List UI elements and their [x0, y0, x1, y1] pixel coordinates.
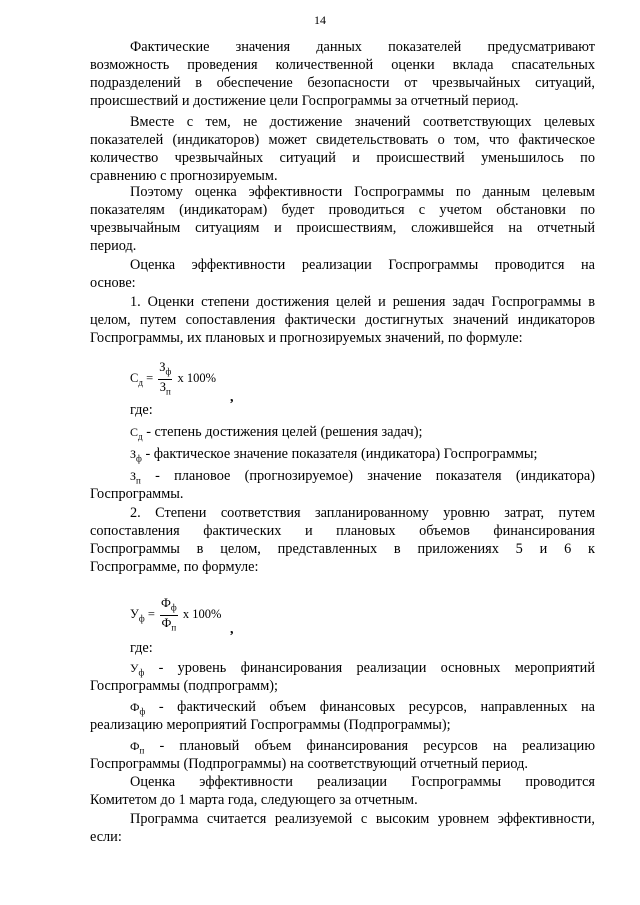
text-line: где: [130, 640, 153, 656]
text-line: Фактические значения данных показателей предусматривают [130, 39, 595, 55]
formula-fraction: $\frac{З_ф}{З_п}$ [159, 360, 172, 396]
text-line: Госпрограммы (Подпрограммы) на соответствующий отчетный период. [90, 756, 529, 772]
text-line: Оценка эффективности реализации Госпрограммы проводится [130, 774, 595, 790]
formula-comma: , [230, 390, 234, 405]
text-line: основе: [90, 275, 136, 291]
text-line: Госпрограмме, по формуле: [90, 559, 259, 575]
formula-lhs: $У_ф$ [130, 606, 145, 624]
symbol: $З_ф$ [130, 447, 142, 464]
symbol: $Ф_ф$ [130, 700, 146, 717]
text-line: возможность проведения количественной оценки вклада спасательных [90, 57, 595, 73]
formula-fraction: $\frac{Ф_ф}{Ф_п}$ [161, 596, 177, 632]
text-line: количество чрезвычайных ситуаций и происшествий уменьшилось по [90, 150, 595, 166]
definition-line: $С_д$ - степень достижения целей (решения задач); [130, 424, 423, 442]
text-line: показателям (индикаторам) будет проводиться с учетом обстановки по [90, 202, 595, 218]
text-line: Госпрограммы. [90, 486, 184, 502]
text-line: Вместе с тем, не достижение значений соответствующих целевых [130, 114, 595, 130]
text-line: сопоставления фактических и плановых объемов финансирования [90, 523, 595, 539]
text-line: Программа считается реализуемой с высоким уровнем эффективности, [130, 811, 595, 827]
text-line: происшествий и достижение цели Госпрограммы за отчетный период. [90, 93, 519, 109]
text-line: период. [90, 238, 137, 254]
formula-tail: х 100% [182, 606, 222, 621]
text-line: реализацию мероприятий Госпрограммы (Подпрограммы); [90, 717, 451, 733]
symbol: $З_п$ [130, 469, 141, 486]
text-line: целом, путем сопоставления фактически достигнутых значений индикаторов [90, 312, 595, 328]
formula-equals: = [146, 370, 154, 385]
symbol: $С_д$ [130, 425, 143, 442]
text-line: 2. Степени соответствия запланированному уровню затрат, путем [130, 505, 595, 521]
formula-financing [130, 596, 221, 634]
symbol: $Ф_п$ [130, 739, 145, 756]
text-line: Оценка эффективности реализации Госпрограммы проводится на [130, 257, 595, 273]
text-line: 1. Оценки степени достижения целей и решения задач Госпрограммы в [130, 294, 595, 310]
definition-line: $Ф_п$ - плановый объем финансирования ресурсов на реализацию [130, 738, 595, 756]
text-line: Комитетом до 1 марта года, следующего за отчетным. [90, 792, 418, 808]
definition-line: $У_ф$ - уровень финансирования реализации основных мероприятий [130, 660, 595, 678]
formula-equals: = [147, 606, 155, 621]
page-number: 14 [314, 13, 326, 27]
text-line: где: [130, 402, 153, 418]
text-line: показателей (индикаторов) может свидетельствовать о том, что фактическое [90, 132, 595, 148]
text-line: Госпрограммы, их плановых и прогнозируемых значений, по формуле: [90, 330, 523, 346]
definition-line: $З_п$ - плановое (прогнозируемое) значение показателя (индикатора) [130, 468, 596, 486]
formula-comma: , [230, 622, 234, 637]
text-line: Госпрограммы в целом, представленных в приложениях 5 и 6 к [90, 541, 595, 557]
text-line: сравнению с прогнозируемым. [90, 168, 278, 184]
definition-line: $З_ф$ - фактическое значение показателя (индикатора) Госпрограммы; [130, 446, 538, 464]
text-line: если: [90, 829, 122, 845]
formula-lhs: $С_д$ [130, 370, 143, 388]
text-line: чрезвычайным ситуациям и происшествиям, сложившейся на отчетный [90, 220, 595, 236]
formula-tail: х 100% [177, 370, 217, 385]
definition-line: $Ф_ф$ - фактический объем финансовых ресурсов, направленных на [130, 699, 595, 717]
formula-achievement [130, 360, 216, 398]
symbol: $У_ф$ [130, 661, 145, 678]
text-line: Поэтому оценка эффективности Госпрограммы по данным целевым [130, 184, 595, 200]
text-line: подразделений в обеспечение безопасности от чрезвычайных ситуаций, [90, 75, 595, 91]
text-line: Госпрограммы (подпрограмм); [90, 678, 278, 694]
